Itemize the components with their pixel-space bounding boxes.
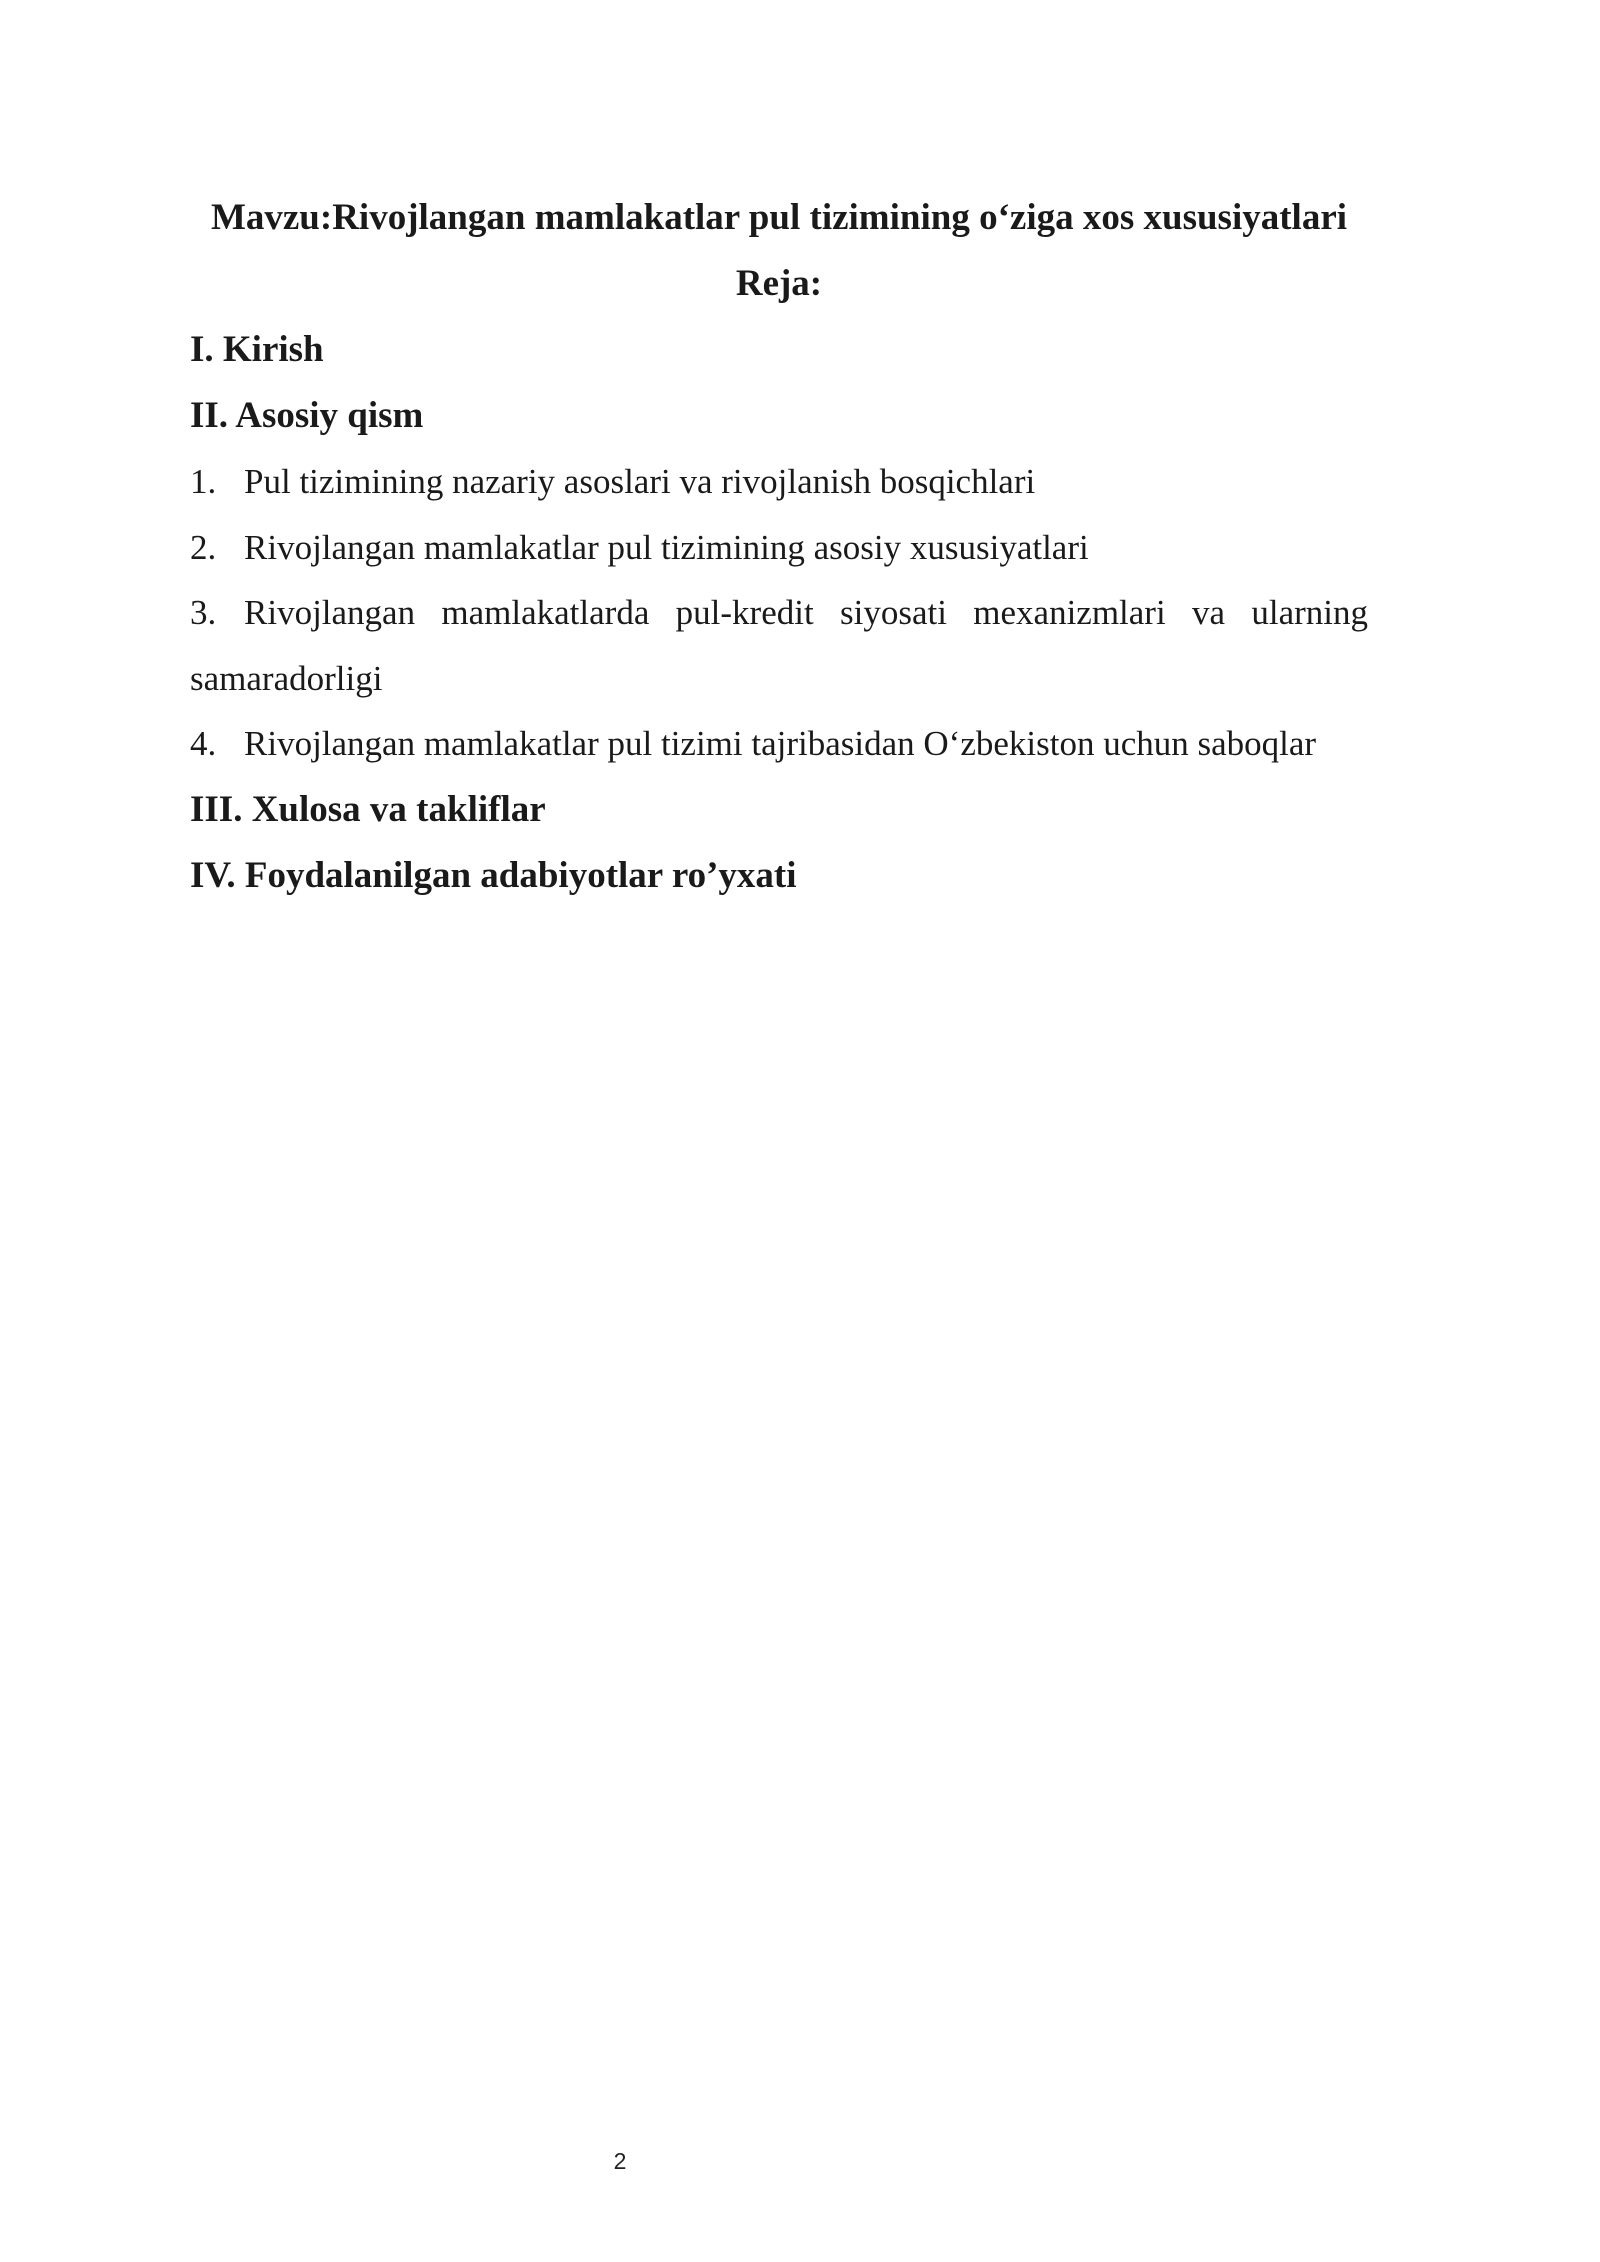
plan-item [190, 580, 1368, 711]
document-content [190, 185, 1368, 909]
plan-item-text: Pul tizimining nazariy asoslari va rivojlanish bosqichlari [244, 462, 1036, 501]
section-main: II. Asosiy qism [190, 395, 424, 436]
plan-item-number: 2. [190, 527, 217, 567]
plan-item-text: Rivojlangan mamlakatlar pul tizimi tajribasidan O‘zbekiston uchun saboqlar [244, 724, 1317, 763]
plan-item [190, 515, 1368, 581]
plan-item [190, 711, 1368, 777]
plan-item-text: Rivojlangan mamlakatlarda pul-kredit siyosati mexanizmlari va ularning samaradorligi [190, 593, 1368, 698]
page-number: 2 [613, 2148, 627, 2174]
plan-item-number: 4. [190, 724, 217, 763]
document-title: Mavzu:Rivojlangan mamlakatlar pul tizimining o‘ziga xos xususiyatlari [210, 197, 1348, 238]
section-intro: I. Kirish [190, 329, 324, 370]
plan-item-text: Rivojlangan mamlakatlar pul tizimining asosiy xususiyatlari [244, 527, 1089, 567]
plan-item-number: 1. [190, 462, 217, 501]
plan-item [190, 449, 1368, 515]
section-references: IV. Foydalanilgan adabiyotlar ro’yxati [190, 854, 797, 896]
section-conclusion: III. Xulosa va takliflar [190, 788, 546, 830]
plan-item-number: 3. [190, 593, 217, 632]
plan-heading: Reja: [735, 263, 823, 304]
